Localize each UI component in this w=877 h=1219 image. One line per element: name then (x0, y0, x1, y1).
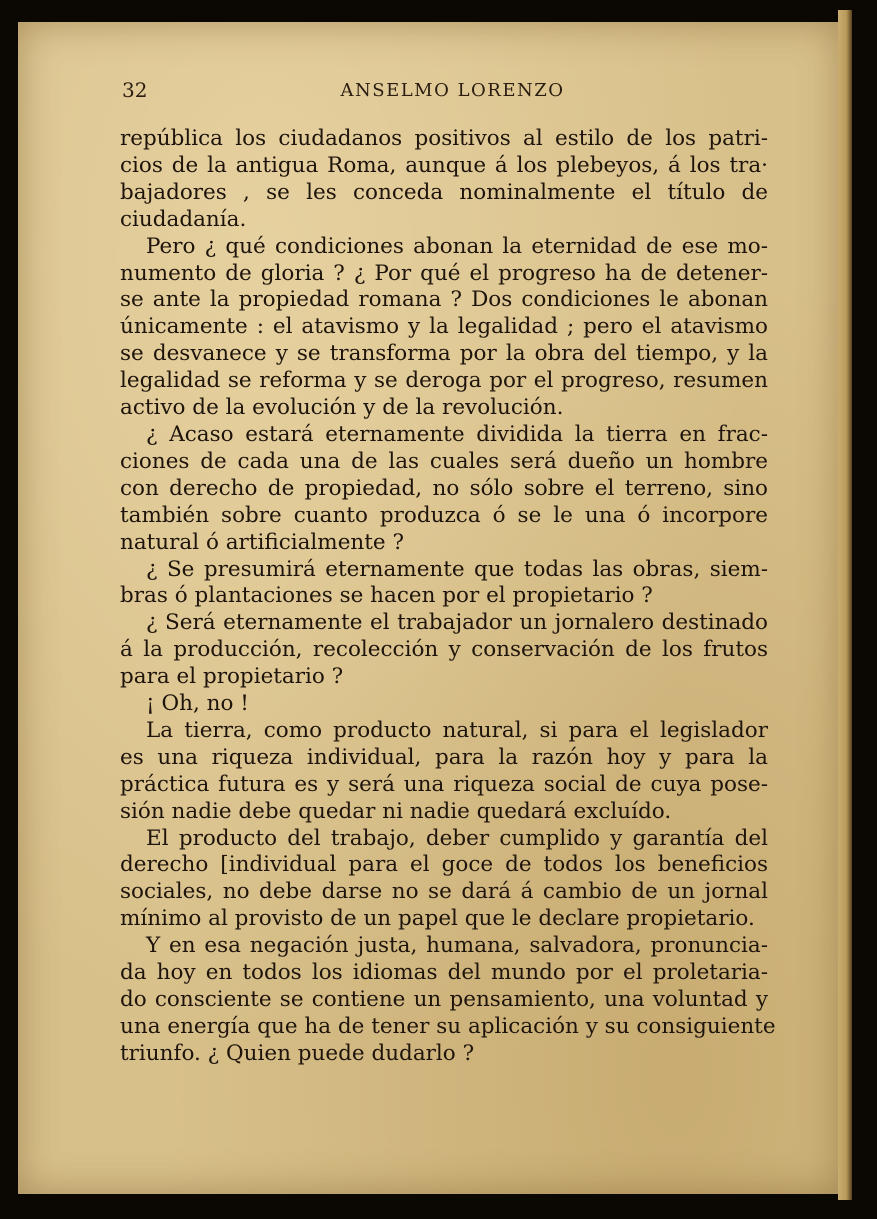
text-line: sión nadie debe quedar ni nadie quedará excluído. (120, 798, 672, 824)
page-edge (838, 10, 852, 1200)
text-line: bras ó plantaciones se hacen por el propietario ? (120, 583, 653, 609)
text-line: ¿ Acaso estará eternamente dividida la tierra en frac- (146, 421, 768, 447)
text-line: á la producción, recolección y conservación de los frutos (120, 637, 768, 663)
text-line: se ante la propiedad romana ? Dos condiciones le abonan (120, 287, 768, 313)
text-line: ¡ Oh, no ! (146, 691, 249, 717)
text-line: es una riqueza individual, para la razón hoy y para la (120, 744, 768, 770)
text-line: ciudadanía. (120, 206, 247, 232)
text-line: se desvanece y se transforma por la obra del tiempo, y la (120, 341, 768, 367)
text-line: ciones de cada una de las cuales será dueño un hombre (120, 448, 768, 474)
text-line: da hoy en todos los idiomas del mundo por el proletaria- (120, 960, 768, 986)
text-line: activo de la evolución y de la revolución. (120, 395, 564, 421)
text-line: con derecho de propiedad, no sólo sobre el terreno, sino (120, 475, 768, 501)
text-line: una energía que ha de tener su aplicación y su consiguiente (120, 1013, 776, 1039)
text-line: Y en esa negación justa, humana, salvadora, pronuncia- (146, 933, 768, 959)
text-line: La tierra, como producto natural, si para el legislador (146, 717, 768, 743)
text-line: práctica futura es y será una riqueza social de cuya pose- (120, 771, 768, 797)
text-line: para el propietario ? (120, 664, 344, 690)
text-line: mínimo al provisto de un papel que le declare propietario. (120, 906, 755, 932)
text-line: numento de gloria ? ¿ Por qué el progreso ha de detener- (120, 260, 768, 286)
body-text (120, 126, 776, 1068)
text-line: cios de la antigua Roma, aunque á los plebeyos, á los tra· (120, 152, 768, 178)
page-number: 32 (122, 78, 148, 102)
text-line: El producto del trabajo, deber cumplido y garantía del (146, 825, 768, 851)
text-line: república los ciudadanos positivos al estilo de los patri- (120, 126, 768, 151)
text-line: ¿ Será eternamente el trabajador un jornalero destinado (146, 610, 768, 636)
text-line: bajadores , se les conceda nominalmente el título de (120, 179, 768, 205)
running-head: ANSELMO LORENZO (340, 80, 565, 101)
text-line: ¿ Se presumirá eternamente que todas las obras, siem- (146, 556, 768, 582)
text-line: triunfo. ¿ Quien puede dudarlo ? (120, 1040, 475, 1066)
text-line: también sobre cuanto produzca ó se le una ó incorpore (120, 502, 768, 528)
text-line: do consciente se contiene un pensamiento, una voluntad y (120, 987, 768, 1012)
text-line: únicamente : el atavismo y la legalidad ; pero el atavismo (120, 314, 768, 340)
text-line: derecho [individual para el goce de todos los beneficios (120, 852, 768, 878)
text-line: Pero ¿ qué condiciones abonan la eternidad de ese mo- (146, 233, 768, 259)
text-line: sociales, no debe darse no se dará á cambio de un jornal (120, 879, 768, 905)
text-line: natural ó artificialmente ? (120, 529, 404, 555)
text-line: legalidad se reforma y se deroga por el progreso, resumen (120, 368, 768, 394)
